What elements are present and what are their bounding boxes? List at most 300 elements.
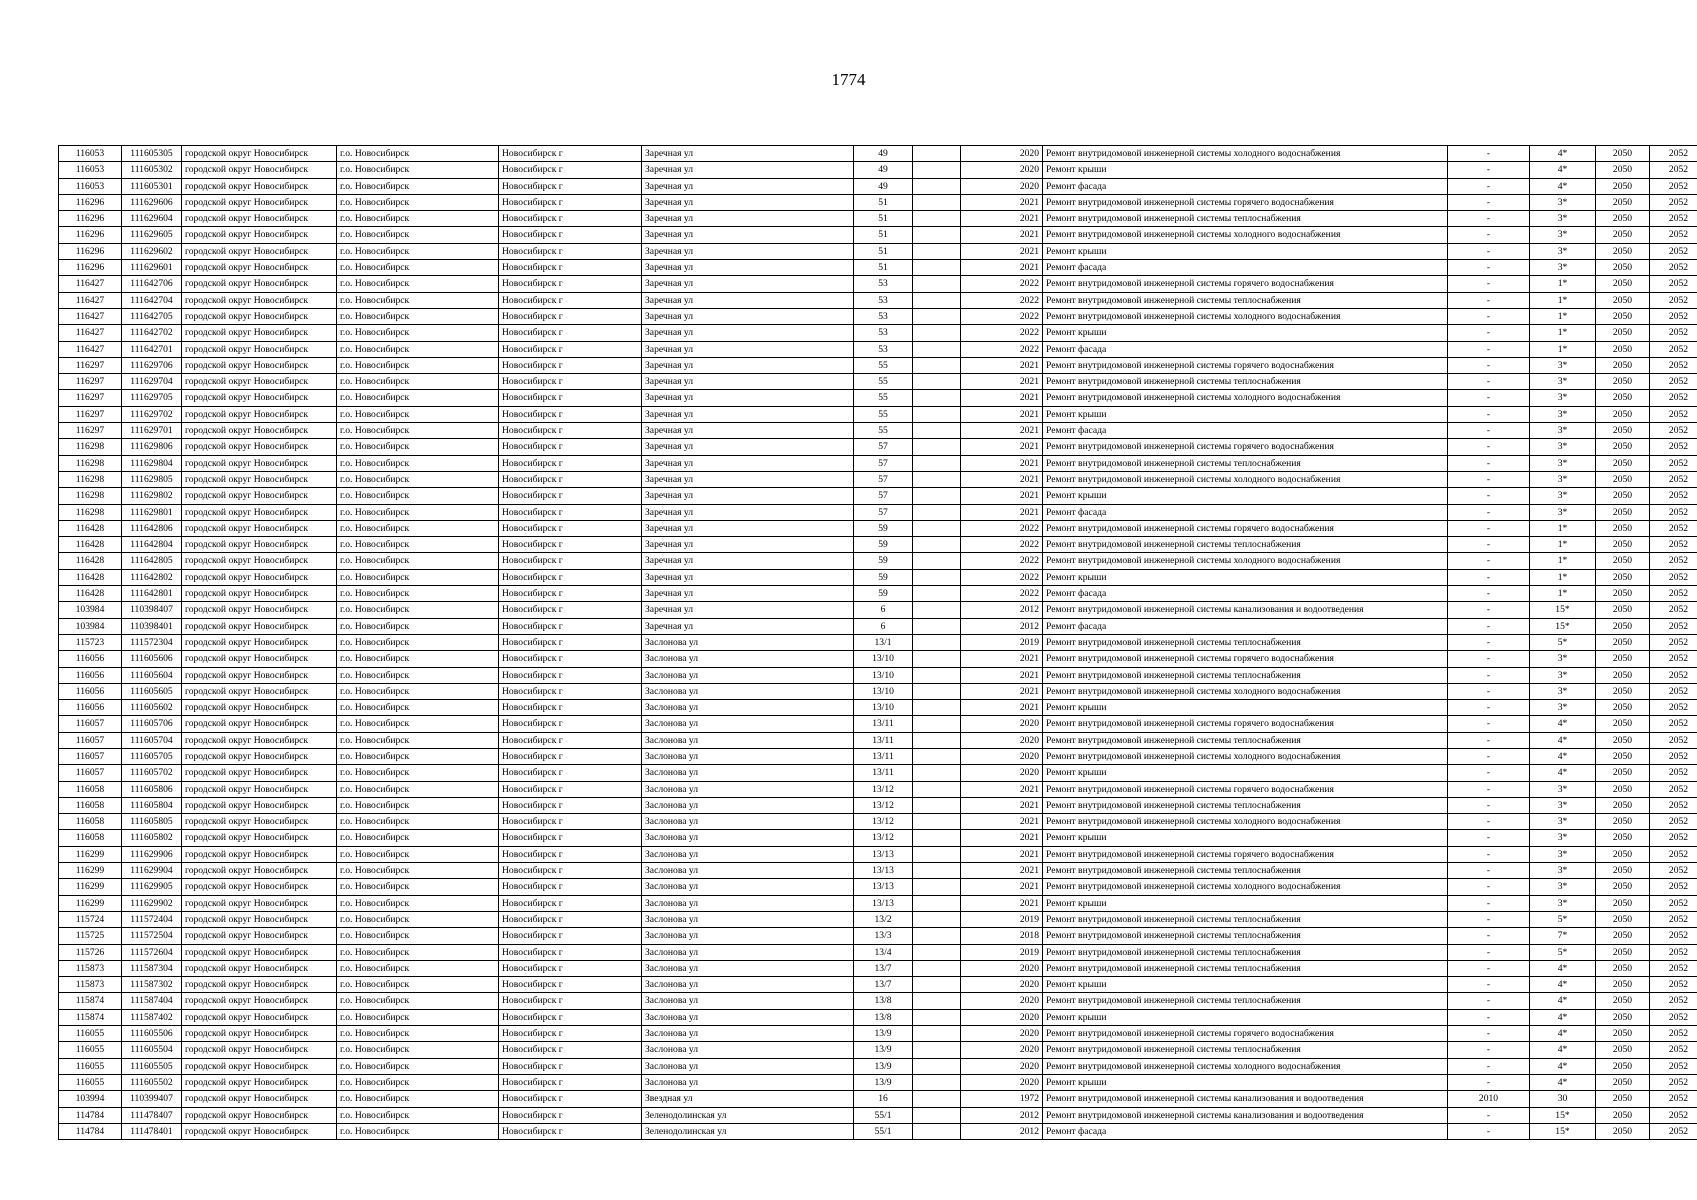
cell-house-number: 13/9 — [854, 1026, 913, 1042]
cell-house-number: 53 — [854, 292, 913, 308]
cell-building — [913, 683, 961, 699]
cell-element-id: 111605505 — [122, 1058, 182, 1074]
cell-year-built: 2021 — [961, 227, 1043, 243]
cell-municipality: г.о. Новосибирск — [337, 683, 499, 699]
cell-house-number: 57 — [854, 471, 913, 487]
cell-building — [913, 895, 961, 911]
cell-planned-end: 2052 — [1650, 781, 1697, 797]
cell-element-id: 111629604 — [122, 211, 182, 227]
cell-work-type: Ремонт крыши — [1043, 830, 1448, 846]
cell-service-life: 4* — [1530, 162, 1596, 178]
cell-element-id: 111587304 — [122, 960, 182, 976]
cell-street: Заслонова ул — [642, 1042, 854, 1058]
cell-municipality: г.о. Новосибирск — [337, 260, 499, 276]
cell-work-type: Ремонт внутридомовой инженерной системы холодного водоснабжения — [1043, 748, 1448, 764]
cell-locality: Новосибирск г — [499, 748, 642, 764]
table-row — [59, 553, 1697, 569]
cell-planned-start: 2050 — [1596, 602, 1650, 618]
cell-element-id: 111629805 — [122, 471, 182, 487]
cell-planned-end: 2052 — [1650, 911, 1697, 927]
cell-municipality: г.о. Новосибирск — [337, 944, 499, 960]
cell-element-id: 111572404 — [122, 911, 182, 927]
cell-house-id: 103984 — [59, 618, 122, 634]
cell-building — [913, 1058, 961, 1074]
cell-building — [913, 586, 961, 602]
cell-element-id: 111642702 — [122, 325, 182, 341]
cell-street: Заслонова ул — [642, 732, 854, 748]
cell-service-life: 3* — [1530, 194, 1596, 210]
cell-last-repair-year: - — [1448, 586, 1530, 602]
cell-last-repair-year: - — [1448, 879, 1530, 895]
cell-planned-end: 2052 — [1650, 928, 1697, 944]
cell-building — [913, 700, 961, 716]
cell-planned-start: 2050 — [1596, 863, 1650, 879]
cell-municipal-district: городской округ Новосибирск — [182, 423, 337, 439]
cell-last-repair-year: - — [1448, 260, 1530, 276]
cell-locality: Новосибирск г — [499, 977, 642, 993]
cell-last-repair-year: - — [1448, 520, 1530, 536]
cell-year-built: 2020 — [961, 146, 1043, 162]
cell-municipality: г.о. Новосибирск — [337, 667, 499, 683]
cell-element-id: 111629606 — [122, 194, 182, 210]
table-row — [59, 504, 1697, 520]
cell-street: Заслонова ул — [642, 863, 854, 879]
cell-municipal-district: городской округ Новосибирск — [182, 1009, 337, 1025]
cell-year-built: 2021 — [961, 357, 1043, 373]
cell-municipality: г.о. Новосибирск — [337, 374, 499, 390]
cell-work-type: Ремонт внутридомовой инженерной системы теплоснабжения — [1043, 634, 1448, 650]
cell-planned-start: 2050 — [1596, 765, 1650, 781]
cell-work-type: Ремонт внутридомовой инженерной системы теплоснабжения — [1043, 960, 1448, 976]
cell-last-repair-year: - — [1448, 553, 1530, 569]
cell-house-number: 59 — [854, 553, 913, 569]
cell-last-repair-year: - — [1448, 537, 1530, 553]
cell-year-built: 2022 — [961, 520, 1043, 536]
cell-house-id: 116058 — [59, 830, 122, 846]
cell-year-built: 2020 — [961, 1042, 1043, 1058]
cell-locality: Новосибирск г — [499, 944, 642, 960]
cell-element-id: 111629701 — [122, 423, 182, 439]
cell-planned-start: 2050 — [1596, 1107, 1650, 1123]
cell-work-type: Ремонт внутридомовой инженерной системы горячего водоснабжения — [1043, 781, 1448, 797]
cell-locality: Новосибирск г — [499, 423, 642, 439]
cell-element-id: 111642805 — [122, 553, 182, 569]
cell-house-number: 55 — [854, 390, 913, 406]
table-row — [59, 879, 1697, 895]
table-body — [59, 146, 1697, 1140]
table-row — [59, 863, 1697, 879]
cell-year-built: 2020 — [961, 765, 1043, 781]
cell-house-id: 115726 — [59, 944, 122, 960]
cell-locality: Новосибирск г — [499, 455, 642, 471]
cell-street: Заречная ул — [642, 520, 854, 536]
cell-work-type: Ремонт внутридомовой инженерной системы канализования и водоотведения — [1043, 1091, 1448, 1107]
cell-year-built: 2020 — [961, 162, 1043, 178]
cell-element-id: 111629801 — [122, 504, 182, 520]
cell-municipal-district: городской округ Новосибирск — [182, 634, 337, 650]
cell-locality: Новосибирск г — [499, 830, 642, 846]
cell-locality: Новосибирск г — [499, 602, 642, 618]
cell-planned-start: 2050 — [1596, 537, 1650, 553]
cell-element-id: 111605802 — [122, 830, 182, 846]
cell-street: Заречная ул — [642, 308, 854, 324]
cell-municipality: г.о. Новосибирск — [337, 227, 499, 243]
cell-planned-end: 2052 — [1650, 700, 1697, 716]
cell-building — [913, 863, 961, 879]
cell-locality: Новосибирск г — [499, 488, 642, 504]
cell-municipal-district: городской округ Новосибирск — [182, 911, 337, 927]
cell-locality: Новосибирск г — [499, 569, 642, 585]
cell-planned-end: 2052 — [1650, 1091, 1697, 1107]
table-row — [59, 406, 1697, 422]
cell-planned-start: 2050 — [1596, 390, 1650, 406]
cell-house-id: 116057 — [59, 748, 122, 764]
cell-house-number: 51 — [854, 194, 913, 210]
cell-building — [913, 357, 961, 373]
cell-street: Заречная ул — [642, 553, 854, 569]
cell-house-id: 116296 — [59, 227, 122, 243]
cell-last-repair-year: - — [1448, 423, 1530, 439]
cell-street: Заречная ул — [642, 390, 854, 406]
cell-planned-end: 2052 — [1650, 683, 1697, 699]
cell-building — [913, 553, 961, 569]
cell-year-built: 2019 — [961, 634, 1043, 650]
cell-planned-start: 2050 — [1596, 406, 1650, 422]
cell-planned-start: 2050 — [1596, 911, 1650, 927]
cell-municipal-district: городской округ Новосибирск — [182, 537, 337, 553]
cell-municipality: г.о. Новосибирск — [337, 602, 499, 618]
cell-element-id: 111605702 — [122, 765, 182, 781]
cell-house-number: 13/8 — [854, 993, 913, 1009]
cell-municipality: г.о. Новосибирск — [337, 292, 499, 308]
cell-locality: Новосибирск г — [499, 895, 642, 911]
cell-planned-end: 2052 — [1650, 260, 1697, 276]
table-row — [59, 586, 1697, 602]
cell-service-life: 3* — [1530, 781, 1596, 797]
table-row — [59, 227, 1697, 243]
cell-house-number: 53 — [854, 308, 913, 324]
table-row — [59, 488, 1697, 504]
cell-last-repair-year: - — [1448, 781, 1530, 797]
cell-year-built: 2021 — [961, 879, 1043, 895]
cell-last-repair-year: - — [1448, 227, 1530, 243]
cell-last-repair-year: - — [1448, 146, 1530, 162]
cell-municipality: г.о. Новосибирск — [337, 390, 499, 406]
cell-house-number: 53 — [854, 341, 913, 357]
cell-locality: Новосибирск г — [499, 292, 642, 308]
cell-municipality: г.о. Новосибирск — [337, 423, 499, 439]
cell-street: Заречная ул — [642, 292, 854, 308]
cell-building — [913, 944, 961, 960]
cell-work-type: Ремонт внутридомовой инженерной системы холодного водоснабжения — [1043, 553, 1448, 569]
cell-planned-end: 2052 — [1650, 977, 1697, 993]
cell-street: Заслонова ул — [642, 634, 854, 650]
cell-service-life: 3* — [1530, 439, 1596, 455]
cell-service-life: 4* — [1530, 1042, 1596, 1058]
cell-planned-start: 2050 — [1596, 1123, 1650, 1139]
cell-planned-start: 2050 — [1596, 928, 1650, 944]
cell-year-built: 2021 — [961, 895, 1043, 911]
cell-house-id: 115874 — [59, 993, 122, 1009]
cell-street: Заречная ул — [642, 439, 854, 455]
cell-year-built: 2021 — [961, 683, 1043, 699]
cell-locality: Новосибирск г — [499, 879, 642, 895]
cell-last-repair-year: - — [1448, 194, 1530, 210]
cell-work-type: Ремонт внутридомовой инженерной системы холодного водоснабжения — [1043, 227, 1448, 243]
cell-planned-start: 2050 — [1596, 146, 1650, 162]
cell-service-life: 3* — [1530, 471, 1596, 487]
cell-municipal-district: городской округ Новосибирск — [182, 977, 337, 993]
cell-municipality: г.о. Новосибирск — [337, 1026, 499, 1042]
cell-building — [913, 406, 961, 422]
cell-locality: Новосибирск г — [499, 211, 642, 227]
cell-year-built: 2020 — [961, 178, 1043, 194]
cell-building — [913, 308, 961, 324]
cell-element-id: 111605705 — [122, 748, 182, 764]
table-row — [59, 308, 1697, 324]
cell-locality: Новосибирск г — [499, 634, 642, 650]
cell-street: Заречная ул — [642, 423, 854, 439]
cell-planned-start: 2050 — [1596, 357, 1650, 373]
cell-locality: Новосибирск г — [499, 911, 642, 927]
cell-locality: Новосибирск г — [499, 390, 642, 406]
cell-house-number: 55 — [854, 357, 913, 373]
cell-year-built: 2022 — [961, 569, 1043, 585]
cell-work-type: Ремонт внутридомовой инженерной системы теплоснабжения — [1043, 374, 1448, 390]
cell-building — [913, 325, 961, 341]
cell-house-id: 115724 — [59, 911, 122, 927]
cell-street: Заслонова ул — [642, 748, 854, 764]
cell-street: Заречная ул — [642, 618, 854, 634]
cell-house-number: 13/7 — [854, 960, 913, 976]
cell-element-id: 111642701 — [122, 341, 182, 357]
cell-year-built: 2022 — [961, 586, 1043, 602]
table-row — [59, 1042, 1697, 1058]
cell-last-repair-year: - — [1448, 651, 1530, 667]
cell-planned-start: 2050 — [1596, 1042, 1650, 1058]
cell-last-repair-year: - — [1448, 700, 1530, 716]
cell-last-repair-year: - — [1448, 618, 1530, 634]
cell-house-id: 116056 — [59, 700, 122, 716]
cell-locality: Новосибирск г — [499, 357, 642, 373]
cell-element-id: 111642802 — [122, 569, 182, 585]
cell-planned-end: 2052 — [1650, 830, 1697, 846]
cell-municipality: г.о. Новосибирск — [337, 276, 499, 292]
cell-municipal-district: городской округ Новосибирск — [182, 781, 337, 797]
cell-house-number: 57 — [854, 504, 913, 520]
cell-planned-start: 2050 — [1596, 325, 1650, 341]
cell-service-life: 3* — [1530, 683, 1596, 699]
cell-work-type: Ремонт фасада — [1043, 423, 1448, 439]
cell-street: Заречная ул — [642, 276, 854, 292]
table-row — [59, 194, 1697, 210]
cell-work-type: Ремонт внутридомовой инженерной системы холодного водоснабжения — [1043, 814, 1448, 830]
cell-planned-end: 2052 — [1650, 569, 1697, 585]
cell-planned-start: 2050 — [1596, 830, 1650, 846]
cell-municipal-district: городской округ Новосибирск — [182, 1026, 337, 1042]
cell-house-number: 13/7 — [854, 977, 913, 993]
cell-year-built: 2021 — [961, 700, 1043, 716]
cell-house-id: 116297 — [59, 423, 122, 439]
cell-building — [913, 911, 961, 927]
cell-locality: Новосибирск г — [499, 194, 642, 210]
cell-municipal-district: городской округ Новосибирск — [182, 325, 337, 341]
table-row — [59, 928, 1697, 944]
table-row — [59, 700, 1697, 716]
cell-element-id: 111605606 — [122, 651, 182, 667]
cell-house-id: 116053 — [59, 178, 122, 194]
table-row — [59, 162, 1697, 178]
table-row — [59, 1026, 1697, 1042]
cell-last-repair-year: - — [1448, 504, 1530, 520]
cell-street: Заслонова ул — [642, 781, 854, 797]
cell-house-id: 116298 — [59, 439, 122, 455]
cell-locality: Новосибирск г — [499, 504, 642, 520]
table-row — [59, 960, 1697, 976]
cell-municipal-district: городской округ Новосибирск — [182, 765, 337, 781]
cell-house-id: 116298 — [59, 455, 122, 471]
cell-planned-start: 2050 — [1596, 634, 1650, 650]
cell-element-id: 110398401 — [122, 618, 182, 634]
cell-year-built: 2021 — [961, 846, 1043, 862]
cell-planned-start: 2050 — [1596, 439, 1650, 455]
cell-house-number: 13/11 — [854, 716, 913, 732]
cell-work-type: Ремонт внутридомовой инженерной системы холодного водоснабжения — [1043, 471, 1448, 487]
cell-element-id: 111605602 — [122, 700, 182, 716]
cell-year-built: 2021 — [961, 374, 1043, 390]
cell-locality: Новосибирск г — [499, 1058, 642, 1074]
table-row — [59, 667, 1697, 683]
cell-year-built: 2021 — [961, 488, 1043, 504]
cell-work-type: Ремонт фасада — [1043, 341, 1448, 357]
cell-service-life: 4* — [1530, 993, 1596, 1009]
cell-last-repair-year: - — [1448, 993, 1530, 1009]
cell-element-id: 111629802 — [122, 488, 182, 504]
cell-house-id: 116427 — [59, 292, 122, 308]
cell-planned-end: 2052 — [1650, 944, 1697, 960]
cell-municipal-district: городской округ Новосибирск — [182, 960, 337, 976]
table-row — [59, 211, 1697, 227]
cell-planned-end: 2052 — [1650, 520, 1697, 536]
cell-building — [913, 830, 961, 846]
cell-planned-start: 2050 — [1596, 1026, 1650, 1042]
cell-house-id: 103994 — [59, 1091, 122, 1107]
cell-last-repair-year: - — [1448, 846, 1530, 862]
table-row — [59, 569, 1697, 585]
cell-locality: Новосибирск г — [499, 406, 642, 422]
cell-year-built: 2021 — [961, 406, 1043, 422]
cell-house-id: 116427 — [59, 308, 122, 324]
cell-planned-end: 2052 — [1650, 553, 1697, 569]
cell-municipal-district: городской округ Новосибирск — [182, 1107, 337, 1123]
cell-element-id: 111629601 — [122, 260, 182, 276]
cell-work-type: Ремонт крыши — [1043, 488, 1448, 504]
cell-house-number: 53 — [854, 276, 913, 292]
cell-municipality: г.о. Новосибирск — [337, 797, 499, 813]
cell-last-repair-year: - — [1448, 911, 1530, 927]
cell-planned-end: 2052 — [1650, 748, 1697, 764]
cell-street: Заречная ул — [642, 471, 854, 487]
cell-house-id: 116297 — [59, 357, 122, 373]
cell-street: Заречная ул — [642, 146, 854, 162]
cell-element-id: 111605704 — [122, 732, 182, 748]
cell-planned-end: 2052 — [1650, 390, 1697, 406]
cell-locality: Новосибирск г — [499, 993, 642, 1009]
cell-building — [913, 569, 961, 585]
cell-house-id: 114784 — [59, 1123, 122, 1139]
cell-work-type: Ремонт внутридомовой инженерной системы теплоснабжения — [1043, 211, 1448, 227]
cell-work-type: Ремонт внутридомовой инженерной системы холодного водоснабжения — [1043, 879, 1448, 895]
cell-work-type: Ремонт фасада — [1043, 178, 1448, 194]
cell-work-type: Ремонт крыши — [1043, 569, 1448, 585]
cell-building — [913, 162, 961, 178]
cell-house-number: 13/13 — [854, 879, 913, 895]
cell-municipality: г.о. Новосибирск — [337, 716, 499, 732]
cell-municipal-district: городской округ Новосибирск — [182, 618, 337, 634]
cell-work-type: Ремонт внутридомовой инженерной системы холодного водоснабжения — [1043, 683, 1448, 699]
cell-building — [913, 194, 961, 210]
cell-house-id: 116055 — [59, 1026, 122, 1042]
table-row — [59, 618, 1697, 634]
cell-house-number: 6 — [854, 602, 913, 618]
cell-service-life: 30 — [1530, 1091, 1596, 1107]
cell-locality: Новосибирск г — [499, 178, 642, 194]
cell-year-built: 2021 — [961, 439, 1043, 455]
cell-last-repair-year: - — [1448, 308, 1530, 324]
cell-year-built: 2020 — [961, 1026, 1043, 1042]
cell-service-life: 5* — [1530, 944, 1596, 960]
cell-last-repair-year: - — [1448, 162, 1530, 178]
cell-last-repair-year: - — [1448, 243, 1530, 259]
cell-house-number: 49 — [854, 162, 913, 178]
cell-year-built: 2020 — [961, 993, 1043, 1009]
cell-service-life: 3* — [1530, 260, 1596, 276]
cell-planned-end: 2052 — [1650, 471, 1697, 487]
cell-house-id: 116058 — [59, 797, 122, 813]
cell-locality: Новосибирск г — [499, 846, 642, 862]
table-row — [59, 471, 1697, 487]
cell-year-built: 2012 — [961, 1123, 1043, 1139]
cell-last-repair-year: - — [1448, 602, 1530, 618]
cell-service-life: 3* — [1530, 814, 1596, 830]
cell-locality: Новосибирск г — [499, 732, 642, 748]
cell-building — [913, 243, 961, 259]
cell-planned-start: 2050 — [1596, 667, 1650, 683]
cell-planned-start: 2050 — [1596, 977, 1650, 993]
cell-building — [913, 781, 961, 797]
cell-building — [913, 748, 961, 764]
cell-planned-end: 2052 — [1650, 292, 1697, 308]
cell-building — [913, 634, 961, 650]
cell-municipal-district: городской округ Новосибирск — [182, 569, 337, 585]
cell-planned-end: 2052 — [1650, 423, 1697, 439]
cell-work-type: Ремонт внутридомовой инженерной системы теплоснабжения — [1043, 797, 1448, 813]
cell-planned-start: 2050 — [1596, 748, 1650, 764]
cell-service-life: 3* — [1530, 863, 1596, 879]
cell-house-id: 116053 — [59, 146, 122, 162]
cell-work-type: Ремонт внутридомовой инженерной системы горячего водоснабжения — [1043, 846, 1448, 862]
cell-planned-end: 2052 — [1650, 146, 1697, 162]
cell-municipal-district: городской округ Новосибирск — [182, 243, 337, 259]
cell-building — [913, 1042, 961, 1058]
cell-municipal-district: городской округ Новосибирск — [182, 488, 337, 504]
cell-municipal-district: городской округ Новосибирск — [182, 211, 337, 227]
table-row — [59, 520, 1697, 536]
cell-planned-start: 2050 — [1596, 471, 1650, 487]
cell-house-number: 51 — [854, 227, 913, 243]
cell-municipal-district: городской округ Новосибирск — [182, 814, 337, 830]
cell-work-type: Ремонт фасада — [1043, 1123, 1448, 1139]
